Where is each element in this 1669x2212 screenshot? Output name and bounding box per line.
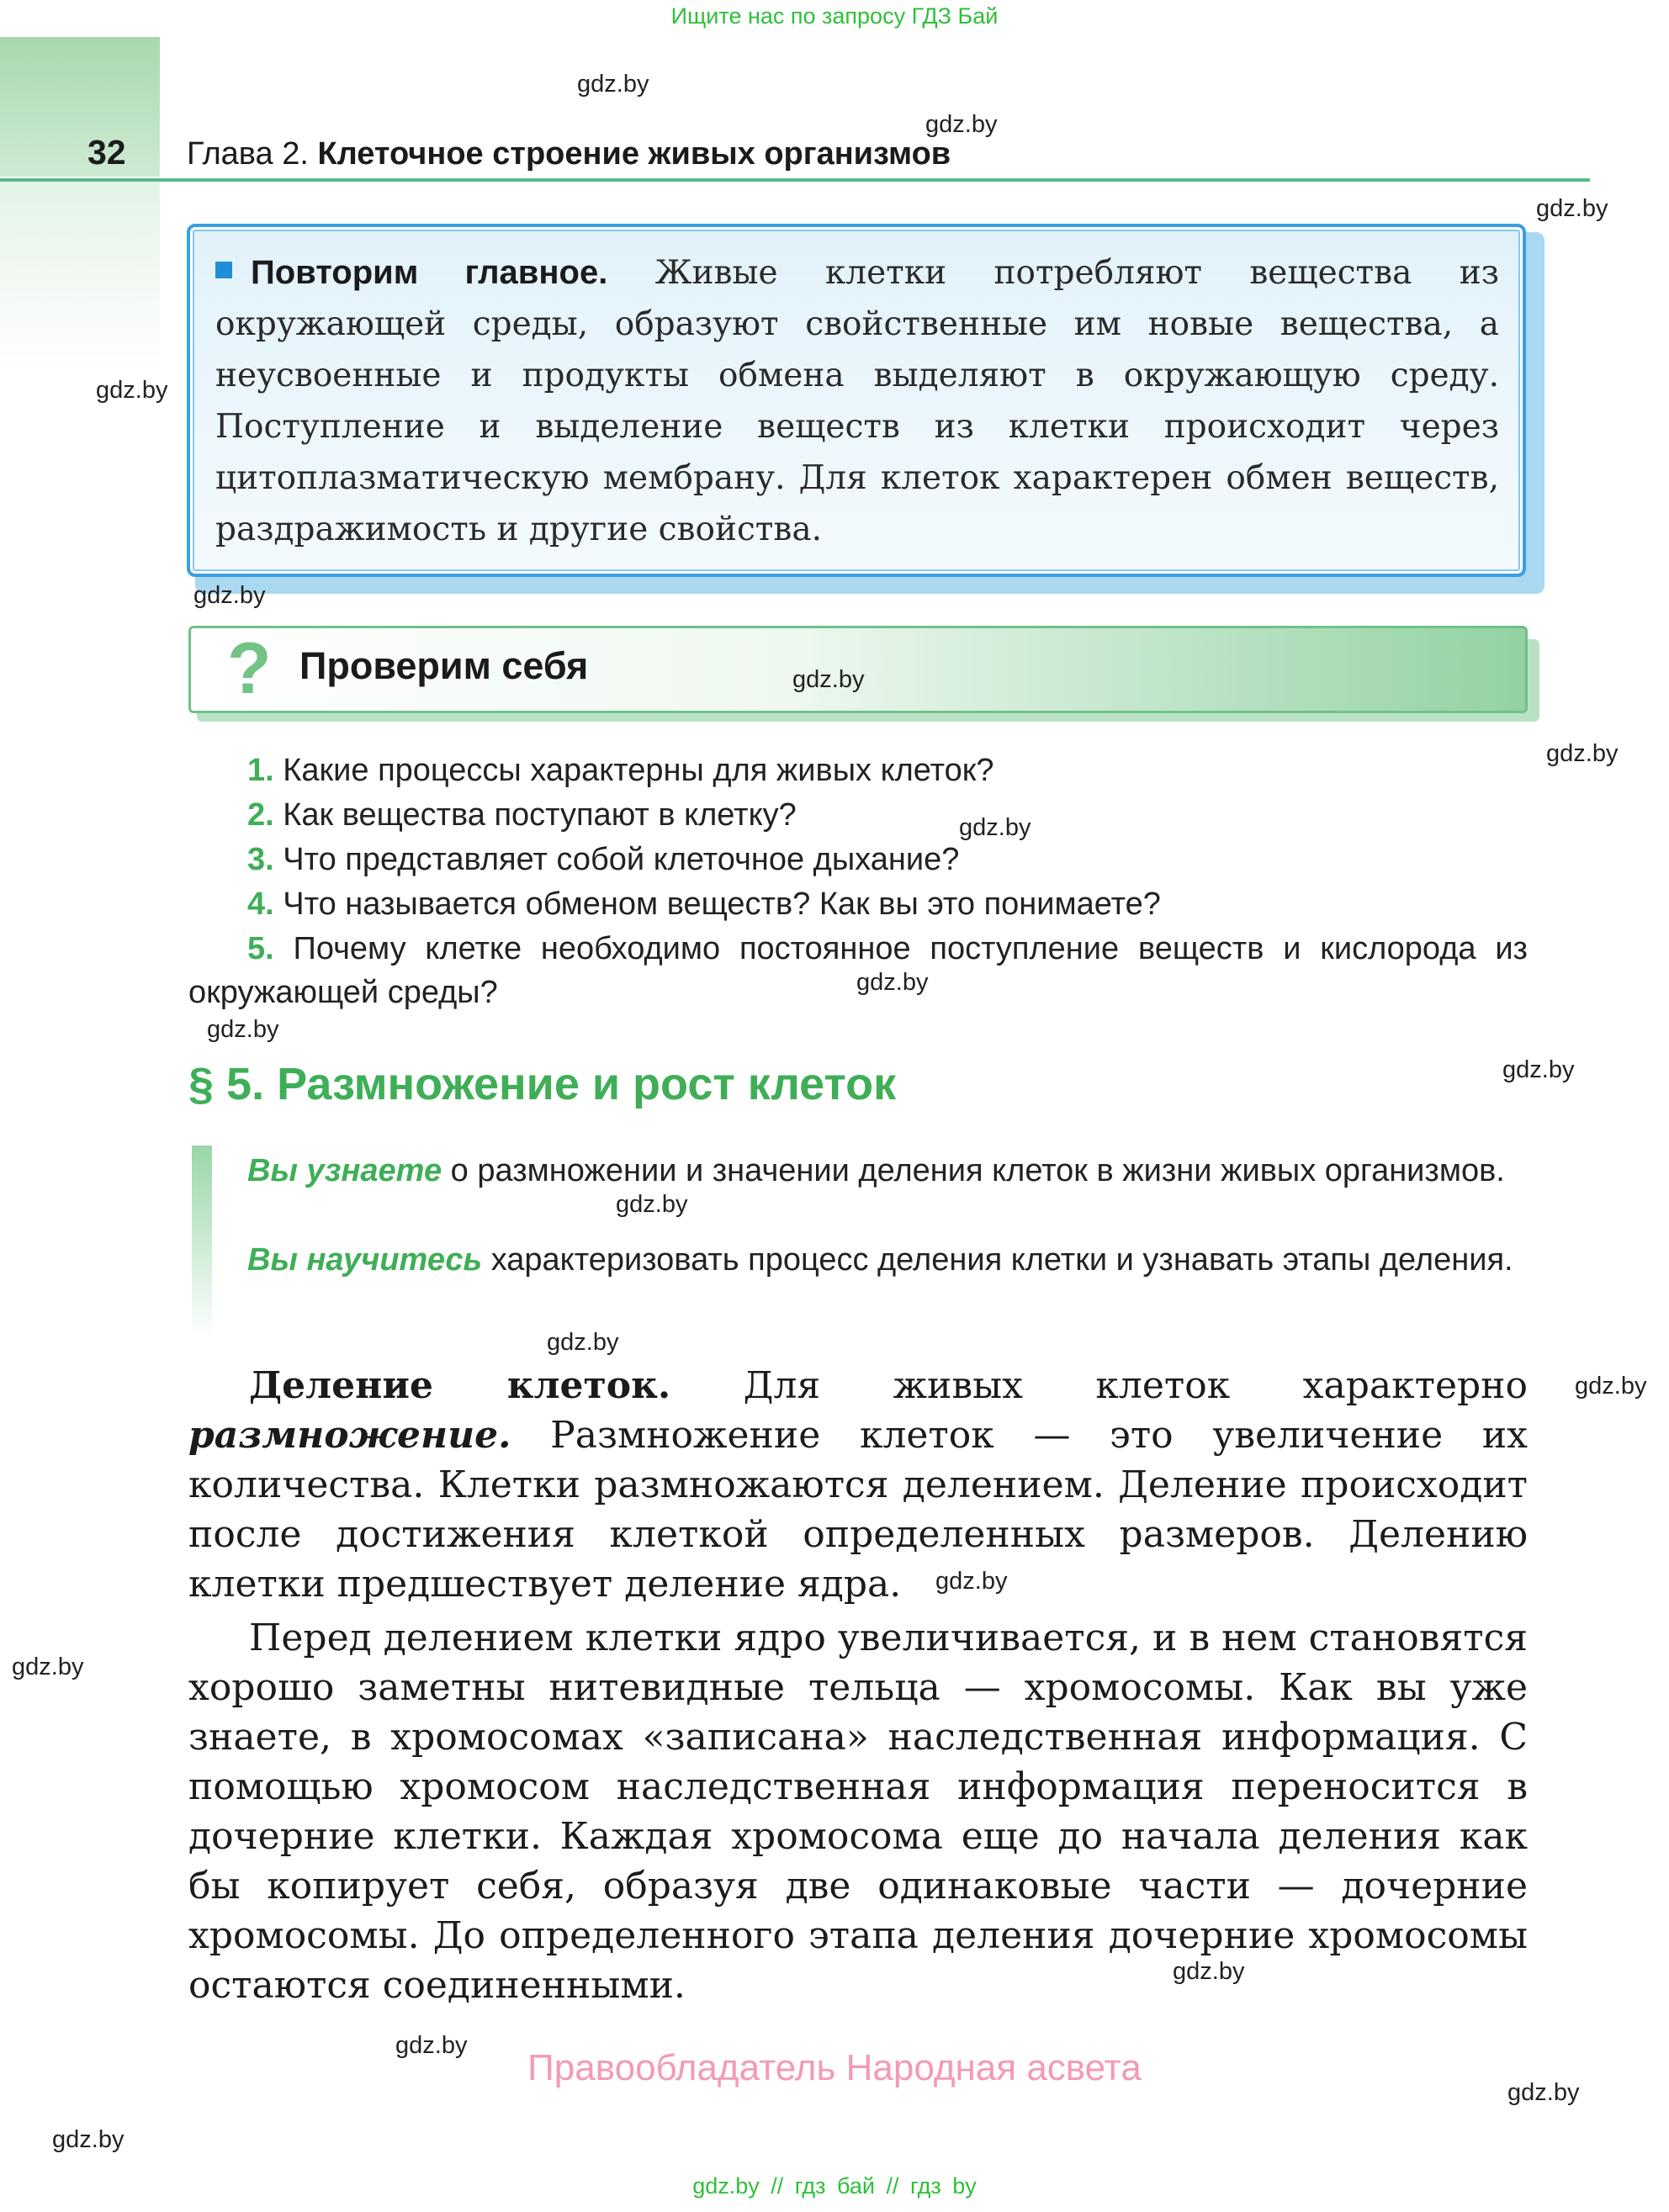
- watermark: gdz.by: [1536, 195, 1608, 222]
- watermark: gdz.by: [959, 814, 1031, 841]
- watermark: gdz.by: [193, 582, 266, 609]
- question-number: 3.: [247, 842, 274, 877]
- watermark: gdz.by: [1502, 1056, 1575, 1083]
- watermark: gdz.by: [52, 2126, 125, 2153]
- objective-learn: [247, 1149, 1528, 1193]
- question-text: Почему клетке необходимо постоянное поступление веществ и кислорода из окружающей среды?: [188, 931, 1528, 1010]
- self-check-title: Проверим себя: [299, 644, 589, 687]
- question-text: Что называется обменом веществ? Как вы это понимаете?: [283, 886, 1161, 922]
- learn-label: Вы узнаете: [247, 1153, 442, 1188]
- question-number: 4.: [247, 886, 274, 922]
- copyright-notice: Правообладатель Народная асвета: [527, 2047, 1142, 2088]
- question-text: Какие процессы характерны для живых клеток?: [283, 753, 994, 788]
- p1-lead: Деление клеток.: [249, 1364, 671, 1407]
- question-mark-icon: ?: [227, 628, 272, 709]
- summary-text: Живые клетки потребляют вещества из окружающей среды, образуют свойственные им новые вещества, а неусвоенные и продукты обмена выделяют в окружающую среду. Поступление и выделение веществ из клетки происходит через цитоплазматическую мембрану. Для клеток характерен обмен веществ, раздражимость и другие свойства.: [215, 254, 1499, 548]
- watermark: gdz.by: [792, 666, 865, 693]
- section-title: § 5. Размножение и рост клеток: [188, 1059, 897, 1109]
- body-paragraph-2: Перед делением клетки ядро увеличивается, и в нем становятся хорошо заметны нитевидные тельца — хромосомы. Как вы уже знаете, в хромосомах «записана» наследственная информация. С помощью хромосом наследственная информация переносится в дочерние клетки. Каждая хромосома еще до начала деления как бы копирует себя, образуя две одинаковые части — дочерние хромосомы. До определенного этапа деления дочерние хромосомы остаются соединенными.: [188, 1617, 1528, 2007]
- watermark: gdz.by: [395, 2032, 468, 2059]
- question-item: [188, 793, 1528, 837]
- watermark: gdz.by: [1173, 1958, 1245, 1985]
- question-item: [188, 838, 1528, 881]
- question-number: 2.: [247, 797, 274, 833]
- watermark: gdz.by: [935, 1568, 1008, 1595]
- watermark: gdz.by: [1546, 740, 1619, 767]
- watermark: gdz.by: [96, 377, 168, 404]
- p1-text-b: Размножение клеток — это увеличение их количества. Клетки размножаются делением. Деление происходит после достижения клеткой определенных размеров. Делению клетки предшествует деление ядра.: [188, 1414, 1528, 1606]
- body-paragraph-1: [188, 1361, 1528, 1609]
- top-banner: Ищите нас по запросу ГДЗ Бай: [670, 3, 999, 29]
- chapter-heading: [187, 136, 951, 172]
- p1-text-a: Для живых клеток характерно: [743, 1364, 1528, 1407]
- skill-label: Вы научитесь: [247, 1242, 483, 1278]
- summary-lead: Повторим главное.: [251, 254, 608, 291]
- summary-box: [187, 224, 1526, 577]
- watermark: gdz.by: [616, 1191, 688, 1218]
- skill-text: характеризовать процесс деления клетки и узнавать этапы деления.: [490, 1242, 1513, 1278]
- watermark: gdz.by: [856, 969, 929, 996]
- p1-term: размножение.: [188, 1414, 511, 1457]
- question-number: 1.: [247, 753, 274, 788]
- question-text: Что представляет собой клеточное дыхание?: [283, 842, 960, 877]
- side-tab-fade: [0, 178, 160, 372]
- question-item: [188, 749, 1528, 792]
- watermark: gdz.by: [12, 1654, 84, 1680]
- header-divider: [0, 178, 1590, 182]
- chapter-title: Клеточное строение живых организмов: [317, 136, 951, 172]
- watermark: gdz.by: [547, 1329, 619, 1356]
- question-text: Как вещества поступают в клетку?: [283, 797, 797, 833]
- side-tab: [0, 37, 160, 177]
- learn-text: о размножении и значении деления клеток в жизни живых организмов.: [450, 1153, 1505, 1188]
- watermark: gdz.by: [207, 1016, 279, 1043]
- square-bullet-icon: [215, 262, 232, 278]
- question-item: [188, 882, 1528, 926]
- watermark: gdz.by: [1575, 1373, 1647, 1400]
- objective-skill: [247, 1238, 1528, 1282]
- chapter-prefix: Глава 2.: [187, 136, 309, 172]
- watermark: gdz.by: [577, 71, 649, 98]
- page-number: 32: [87, 133, 126, 172]
- footer-links: gdz.by // гдз бай // гдз by: [692, 2173, 977, 2199]
- watermark: gdz.by: [1507, 2079, 1580, 2106]
- question-number: 5.: [247, 931, 274, 966]
- watermark: gdz.by: [925, 111, 998, 138]
- objectives-bar: [192, 1146, 212, 1339]
